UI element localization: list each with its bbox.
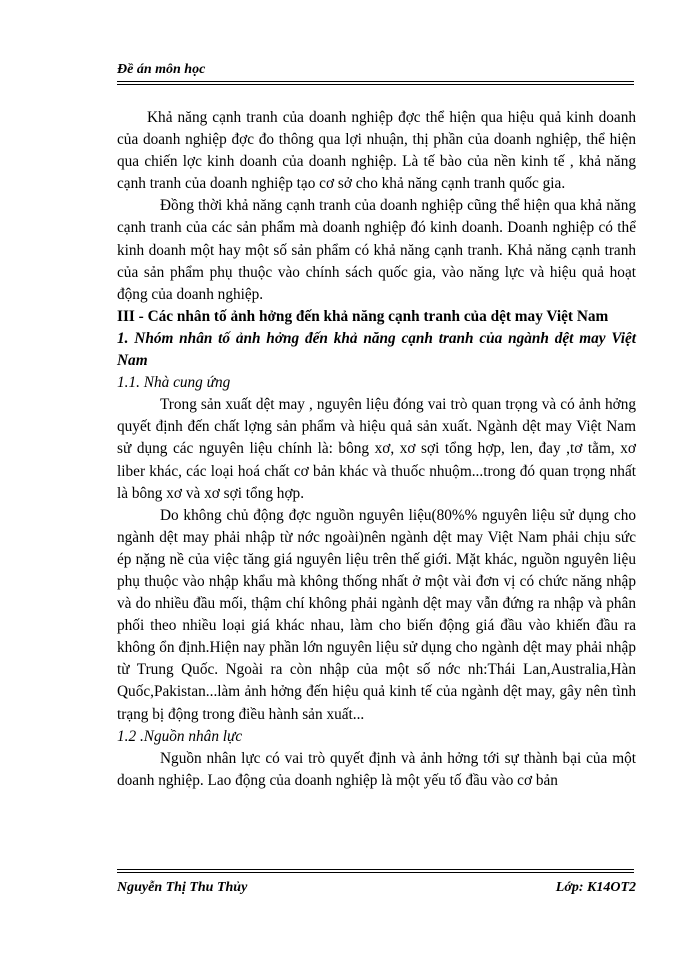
paragraph-5: Nguồn nhân lực có vai trò quyết định và ảnh hởng tới sự thành bại của một doanh nghiệp. Lao động của doanh nghiệp là một yếu tố đầu vào cơ bản	[117, 749, 636, 789]
subsection-heading-1-1: 1.1. Nhà cung ứng	[117, 374, 231, 392]
header-divider	[117, 81, 634, 82]
footer-class: Lớp: K14OT2	[555, 880, 636, 895]
subsection-heading-1-2: 1.2 .Nguồn nhân lực	[117, 727, 243, 745]
paragraph-2: Đồng thời khả năng cạnh tranh của doanh nghiệp cũng thể hiện qua khả năng cạnh tranh của các sản phẩm mà doanh nghiệp đó kinh doanh. Doanh nghiệp có thể kinh doanh một hay một số sản phẩm có khả năng cạnh tranh. Khả năng cạnh tranh của sản phẩm phụ thuộc vào chính sách quốc gia, vào năng lực và hiệu quả hoạt động của doanh nghiệp.	[117, 197, 636, 303]
header-title: Đề án môn học	[117, 62, 206, 77]
footer-divider-thin	[117, 869, 634, 870]
section-heading-iii: III - Các nhân tố ảnh hởng đến khả năng cạnh tranh của dệt may Việt Nam	[117, 307, 609, 325]
header-divider-thin	[117, 84, 634, 85]
document-body	[117, 107, 636, 792]
paragraph-4: Do không chủ động đợc nguồn nguyên liệu(80%% nguyên liệu sử dụng cho ngành dệt may phải nhập từ nớc ngoài)nên ngành dệt may Việt Nam phải chịu sức ép nặng nề của việc tăng giá nguyên liệu trên thế giới. Mặt khác, nguồn nguyên liệu phụ thuộc vào nhập khẩu mà không thống nhất ở một vài đơn vị có chức năng nhập và do nhiều đầu mối, thậm chí không phải ngành dệt may vẫn đứng ra nhập và phân phối theo nhiều loại giá khác nhau, làm cho biến động giá đầu vào khiến đầu ra không ổn định.Hiện nay phần lớn nguyên liệu sử dụng cho ngành dệt may phải nhập từ Trung Quốc. Ngoài ra còn nhập của một số nớc nh:Thái Lan,Australia,Hàn Quốc,Pakistan...làm ảnh hởng đến hiệu quả kinh tế của ngành dệt may, gây nên tình trạng bị động trong điều hành sản xuất...	[117, 506, 636, 723]
footer-author: Nguyễn Thị Thu Thủy	[117, 880, 248, 895]
footer-divider	[117, 872, 634, 873]
section-heading-1: 1. Nhóm nhân tố ảnh hởng đến khả năng cạnh tranh của ngành dệt may Việt Nam	[117, 329, 636, 370]
paragraph-3: Trong sản xuất dệt may , nguyên liệu đóng vai trò quan trọng và có ảnh hởng quyết định đến chất lợng sản phẩm và hiệu quả sản xuất. Ngành dệt may Việt Nam sử dụng các nguyên liệu chính là: bông xơ, xơ sợi tổng hợp, len, đay ,tơ tằm, xơ liber khác, các loại hoá chất cơ bản khác và thuốc nhuộm...trong đó quan trọng nhất là bông xơ và xơ sợi tổng hợp.	[117, 396, 636, 502]
paragraph-1: Khả năng cạnh tranh của doanh nghiệp đợc thể hiện qua hiệu quả kinh doanh của doanh nghiệp đợc đo thông qua lợi nhuận, thị phần của doanh nghiệp, thể hiện qua chiến lợc kinh doanh của doanh nghiệp. Là tế bào của nền kinh tế , khả năng cạnh tranh của doanh nghiệp tạo cơ sở cho khả năng cạnh tranh quốc gia.	[117, 109, 636, 193]
